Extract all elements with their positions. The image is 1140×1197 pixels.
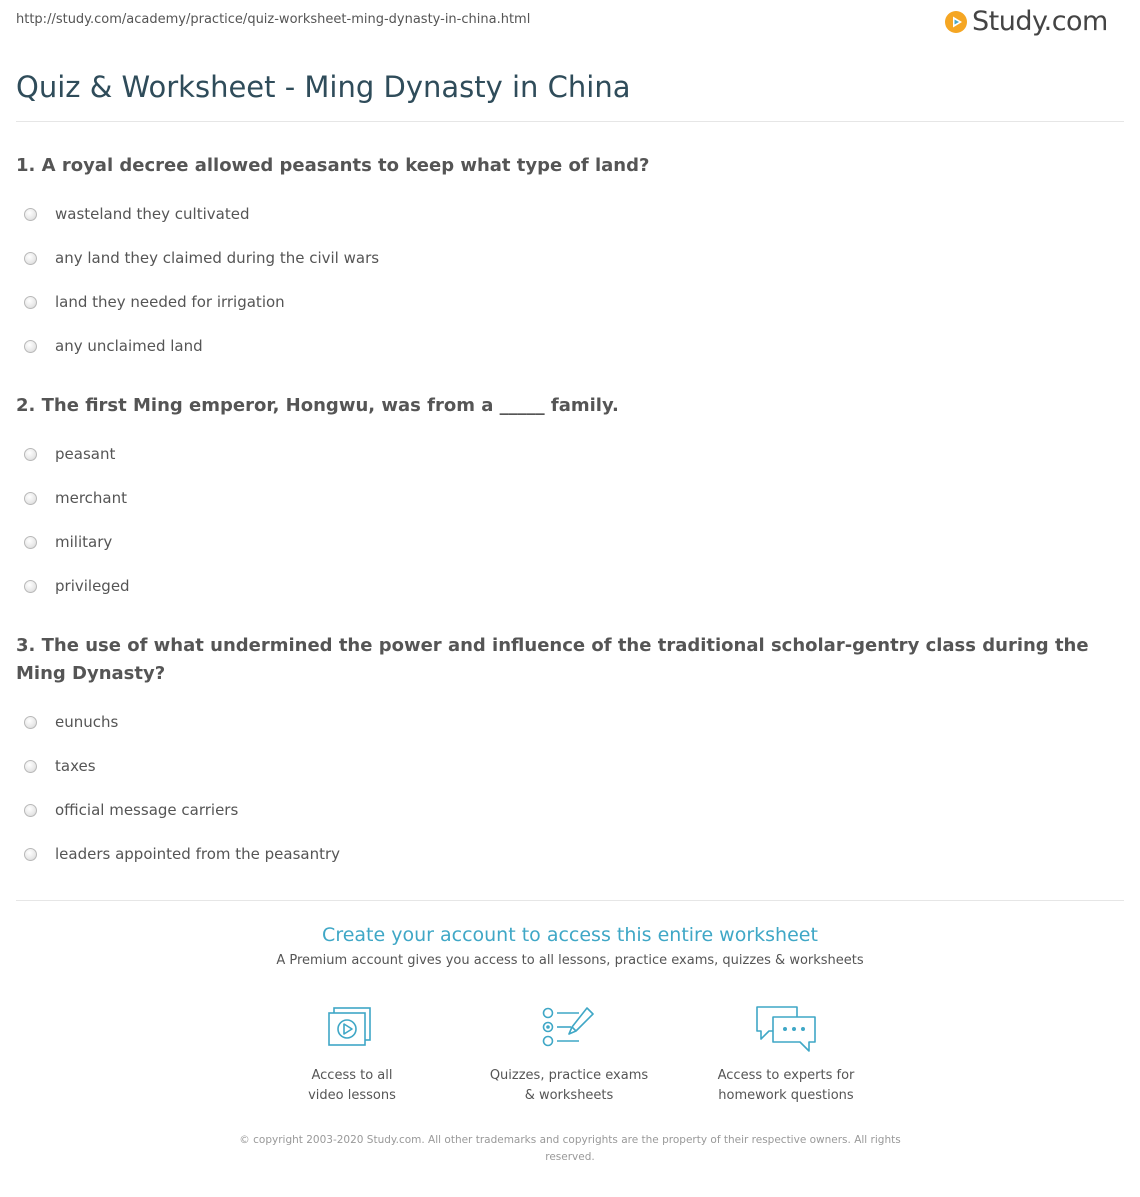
option-label: peasant xyxy=(55,445,116,463)
feature-video-lessons xyxy=(252,1004,452,1106)
feature-label: Quizzes, practice exams & worksheets xyxy=(489,1068,649,1103)
option-label: wasteland they cultivated xyxy=(55,205,250,223)
cta-divider xyxy=(16,900,1124,901)
answer-option[interactable] xyxy=(16,324,1126,368)
feature-experts xyxy=(686,1004,886,1106)
radio-button[interactable] xyxy=(24,252,37,265)
answer-option[interactable] xyxy=(16,744,1126,788)
answer-option[interactable] xyxy=(16,476,1126,520)
option-label: any unclaimed land xyxy=(55,337,203,355)
quiz-checklist-icon xyxy=(539,1004,599,1054)
question-text: 3. The use of what undermined the power and influence of the traditional scholar-gentry class during the Ming Dynasty? xyxy=(16,635,1089,684)
option-label: taxes xyxy=(55,757,96,775)
radio-button[interactable] xyxy=(24,208,37,221)
answer-option[interactable] xyxy=(16,700,1126,744)
cta-subtitle: A Premium account gives you access to all lessons, practice exams, quizzes & worksheets xyxy=(276,953,864,968)
question-block xyxy=(16,632,1126,876)
copyright-notice xyxy=(0,1132,1140,1166)
video-lessons-icon xyxy=(322,1004,382,1054)
option-list xyxy=(16,700,1126,876)
chat-bubbles-icon xyxy=(753,1004,819,1054)
option-label: official message carriers xyxy=(55,801,239,819)
option-label: military xyxy=(55,533,113,551)
option-label: any land they claimed during the civil wars xyxy=(55,249,380,267)
question-text: 2. The first Ming emperor, Hongwu, was from a _____ family. xyxy=(16,395,619,416)
radio-button[interactable] xyxy=(24,848,37,861)
feature-label: Access to experts for homework questions xyxy=(717,1068,855,1103)
option-label: privileged xyxy=(55,577,130,595)
copyright-line: reserved. xyxy=(545,1151,595,1163)
answer-option[interactable] xyxy=(16,280,1126,324)
title-divider xyxy=(16,121,1124,122)
feature-label: Access to all video lessons xyxy=(308,1068,396,1103)
option-label: leaders appointed from the peasantry xyxy=(55,845,341,863)
page-title: Quiz & Worksheet - Ming Dynasty in China xyxy=(16,70,631,104)
radio-button[interactable] xyxy=(24,760,37,773)
answer-option[interactable] xyxy=(16,832,1126,876)
feature-quizzes xyxy=(469,1004,669,1106)
radio-button[interactable] xyxy=(24,296,37,309)
radio-button[interactable] xyxy=(24,580,37,593)
option-list xyxy=(16,432,1126,608)
radio-button[interactable] xyxy=(24,804,37,817)
radio-button[interactable] xyxy=(24,492,37,505)
option-list xyxy=(16,192,1126,368)
radio-button[interactable] xyxy=(24,340,37,353)
option-label: merchant xyxy=(55,489,128,507)
question-block xyxy=(16,392,1126,608)
cta-title[interactable]: Create your account to access this entire worksheet xyxy=(322,924,818,946)
answer-option[interactable] xyxy=(16,432,1126,476)
study-logo[interactable] xyxy=(944,6,1108,37)
copyright-line: © copyright 2003-2020 Study.com. All other trademarks and copyrights are the property of their respective owners. All rights xyxy=(239,1134,901,1146)
radio-button[interactable] xyxy=(24,536,37,549)
answer-option[interactable] xyxy=(16,788,1126,832)
option-label: eunuchs xyxy=(55,713,119,731)
page-url: http://study.com/academy/practice/quiz-worksheet-ming-dynasty-in-china.html xyxy=(16,12,531,27)
answer-option[interactable] xyxy=(16,192,1126,236)
question-block xyxy=(16,152,1126,368)
play-circle-icon xyxy=(944,10,968,34)
radio-button[interactable] xyxy=(24,716,37,729)
question-text: 1. A royal decree allowed peasants to keep what type of land? xyxy=(16,155,650,176)
answer-option[interactable] xyxy=(16,520,1126,564)
logo-text: Study.com xyxy=(972,6,1108,37)
radio-button[interactable] xyxy=(24,448,37,461)
answer-option[interactable] xyxy=(16,236,1126,280)
answer-option[interactable] xyxy=(16,564,1126,608)
option-label: land they needed for irrigation xyxy=(55,293,285,311)
